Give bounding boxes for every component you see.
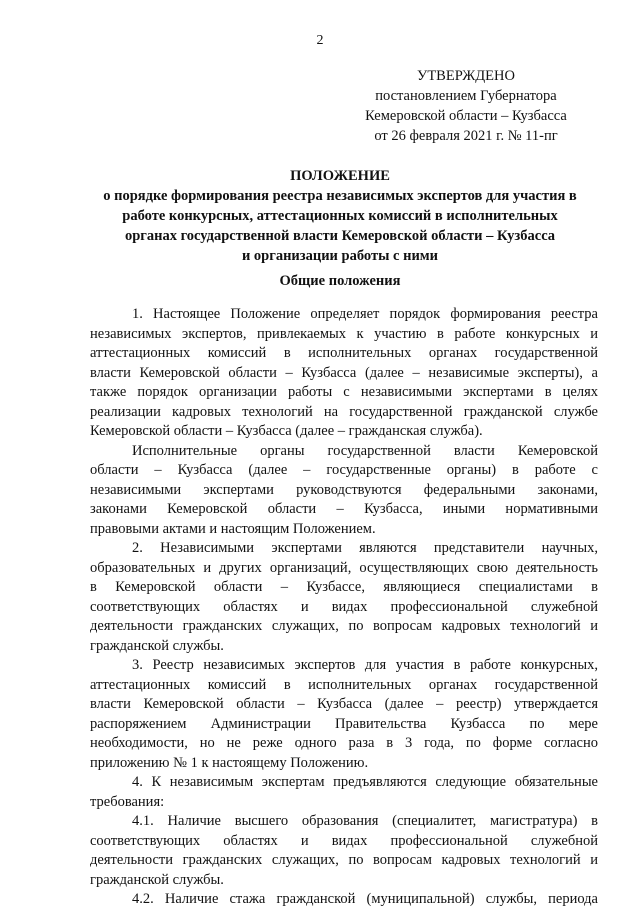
title-line: органах государственной власти Кемеровской области – Кузбасса bbox=[124, 228, 556, 244]
body-line: 2. Независимыми экспертами являются представители научных, bbox=[132, 540, 598, 556]
body-line: законами Кемеровской области – Кузбасса, иными нормативными bbox=[90, 501, 598, 517]
body-line: гражданской службы. bbox=[90, 871, 224, 888]
body-line: области – Кузбасса (далее – государственные органы) в работе с bbox=[90, 462, 598, 478]
title-line: о порядке формирования реестра независимых экспертов для участия в bbox=[103, 188, 577, 204]
body-line: аттестационных комиссий в исполнительных органах государственной bbox=[90, 345, 598, 361]
approval-stamp bbox=[350, 66, 582, 146]
body-line: необходимости, но не реже одного раза в 3 года, по форме согласно bbox=[90, 735, 598, 751]
approval-line: постановлением Губернатора bbox=[375, 88, 557, 104]
body-line: деятельности гражданских служащих, по вопросам кадровых технологий и bbox=[90, 852, 598, 868]
body-line: 3. Реестр независимых экспертов для участия в работе конкурсных, bbox=[132, 657, 598, 673]
approval-line: Кемеровской области – Кузбасса bbox=[365, 108, 567, 124]
body-line: аттестационных комиссий в исполнительных органах государственной bbox=[90, 676, 598, 693]
title-line: работе конкурсных, аттестационных комиссий в исполнительных bbox=[122, 208, 558, 224]
body-line: также порядок организации работы с независимыми экспертами в целях bbox=[90, 384, 598, 400]
body-line: власти Кемеровской области – Кузбасса (далее – реестр) утверждается bbox=[90, 696, 598, 712]
title-line: ПОЛОЖЕНИЕ bbox=[290, 168, 390, 184]
section-heading: Общие положения bbox=[279, 273, 401, 289]
approval-line: УТВЕРЖДЕНО bbox=[417, 68, 515, 84]
body-line: власти Кемеровской области – Кузбасса (далее – независимые эксперты), а bbox=[90, 364, 598, 381]
approval-line: от 26 февраля 2021 г. № 11-пг bbox=[374, 128, 558, 144]
body-line: Исполнительные органы государственной власти Кемеровской bbox=[132, 442, 598, 459]
body-line: 1. Настоящее Положение определяет порядок формирования реестра bbox=[132, 306, 598, 322]
body-line: 4.1. Наличие высшего образования (специалитет, магистратура) в bbox=[132, 813, 598, 829]
body-line: соответствующих областях и видах профессиональной служебной bbox=[90, 598, 598, 615]
body-line: гражданской службы. bbox=[90, 637, 224, 654]
body-line: 4.2. Наличие стажа гражданской (муниципальной) службы, периода bbox=[132, 891, 598, 907]
body-line: независимыми экспертами руководствуются федеральными законами, bbox=[90, 481, 598, 498]
body-line: правовыми актами и настоящим Положением. bbox=[90, 520, 376, 537]
body-line: в Кемеровской области – Кузбассе, являющиеся специалистами в bbox=[90, 579, 598, 595]
body-line: Кемеровской области – Кузбасса (далее – гражданская служба). bbox=[90, 423, 483, 439]
body-line: деятельности гражданских служащих, по вопросам кадровых технологий и bbox=[90, 618, 598, 634]
title-line: и организации работы с ними bbox=[241, 248, 439, 264]
body-text bbox=[90, 305, 598, 910]
body-line: образовательных и других организаций, осуществляющих свою деятельность bbox=[90, 559, 598, 576]
body-line: независимых экспертов, привлекаемых к участию в работе конкурсных и bbox=[90, 325, 598, 342]
body-line: 4. К независимым экспертам предъявляются следующие обязательные bbox=[132, 774, 598, 790]
body-line: распоряжением Администрации Правительства Кузбасса по мере bbox=[90, 715, 598, 732]
body-line: требования: bbox=[90, 793, 165, 810]
body-line: соответствующих областях и видах профессиональной служебной bbox=[90, 832, 598, 849]
body-line: реализации кадровых технологий на государственной гражданской службе bbox=[90, 403, 598, 420]
page-number: 2 bbox=[316, 33, 324, 48]
body-line: приложению № 1 к настоящему Положению. bbox=[90, 754, 369, 771]
document-title bbox=[90, 166, 590, 266]
